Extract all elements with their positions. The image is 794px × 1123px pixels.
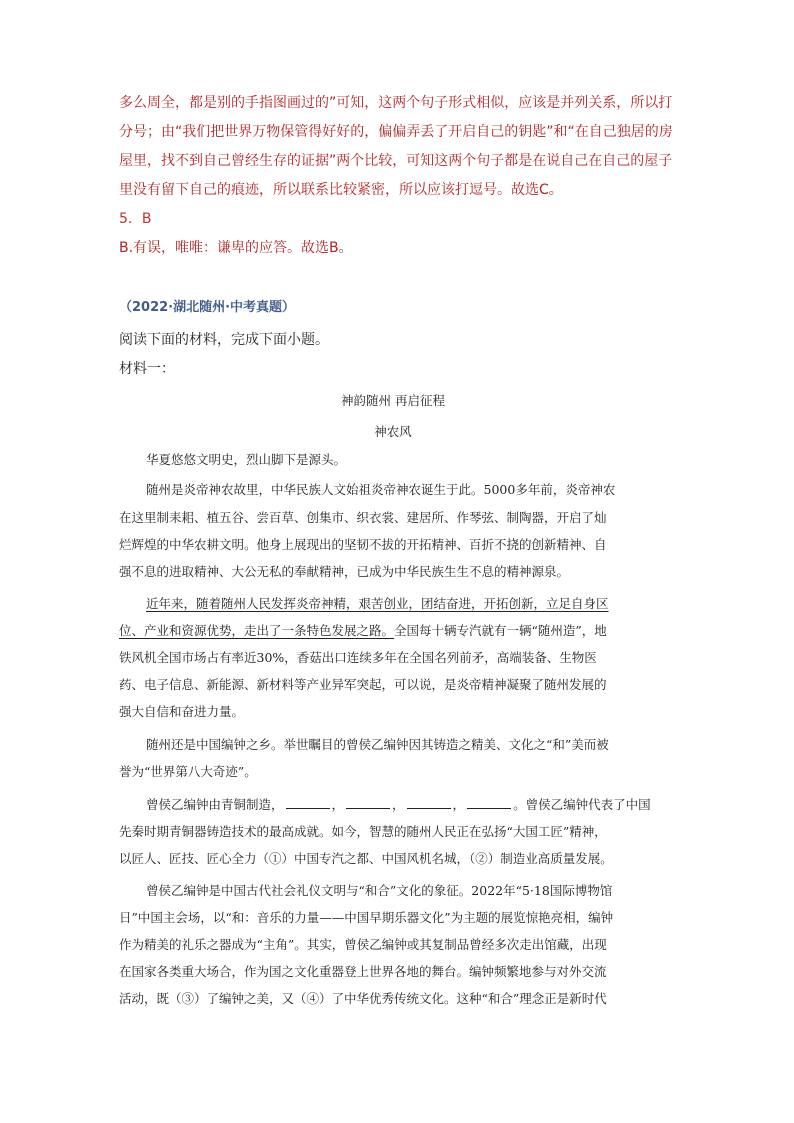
answer-line: 里没有留下自己的痕迹，所以联系比较紧密，所以应该打逗号。故选C。 — [119, 182, 563, 198]
exam-source: （2022·湖北随州·中考真题） — [119, 300, 296, 315]
question-5-explanation: B.有误，唯唯：谦卑的应答。故选B。 — [119, 240, 353, 256]
answer-line: 分号；由“我们把世界万物保管得好好的，偏偏弄丢了开启自己的钥匙”和“在自己独居的房 — [119, 124, 673, 140]
underlined-sentence: 位、产业和资源优势，走出了一条特色发展之路。 — [119, 623, 395, 638]
paragraph-line: 强大自信和奋进力量。 — [119, 704, 245, 719]
paragraph-line: 作为精美的礼乐之器成为“主角”。其实，曾侯乙编钟或其复制品曾经多次走出馆藏，出现 — [119, 937, 607, 952]
fill-blank-line — [119, 795, 694, 815]
answer-line: 屋里，找不到自己曾经生存的证据”两个比较，可知这两个句子都是在说自己在自己的屋子 — [119, 153, 673, 169]
paragraph-line: 烂辉煌的中华农耕文明。他身上展现出的坚韧不拔的开拓精神、百折不挠的创新精神、自 — [119, 537, 607, 552]
paragraph-line: 铁风机全国市场占有率近30%，香菇出口连续多年在全国名列前矛，高端装备、生物医 — [119, 650, 597, 665]
paragraph-line: 日”中国主会场，以“和：音乐的力量——中国早期乐器文化”为主题的展览惊艳亮相，编钟 — [119, 910, 614, 925]
separator: ， — [331, 797, 345, 812]
material-author: 神农风 — [374, 424, 412, 439]
paragraph-line: 誉为“世界第八大奇迹”。 — [119, 764, 257, 779]
answer-line: 多么周全，都是别的手指图画过的”可知，这两个句子形式相似，应该是并列关系，所以打 — [119, 95, 673, 111]
paragraph-line: 先秦时期青铜器铸造技术的最高成就。如今，智慧的随州人民正在弘扬“大国工匠”精神， — [119, 824, 607, 839]
paragraph-line: 在这里制耒耜、植五谷、尝百草、创集市、织衣裳、建居所、作琴弦、制陶器，开启了灿 — [119, 510, 607, 525]
question-5-answer: 5．B — [119, 211, 152, 227]
material-label: 材料一： — [119, 361, 175, 377]
paragraph-line: 以匠人、匠技、匠心全力（①）中国专汽之都、中国风机名城，（②）制造业高质量发展。 — [119, 851, 613, 866]
paragraph-text: 曾侯乙编钟由青铜制造， — [146, 797, 284, 812]
answer-blank[interactable] — [467, 796, 511, 809]
paragraph-line: 曾侯乙编钟是中国古代社会礼仪文明与“和合”文化的象征。2022年“5·18国际博物馆 — [146, 883, 613, 898]
paragraph-line: 华夏悠悠文明史，烈山脚下是源头。 — [146, 452, 347, 467]
paragraph-text: 。曾侯乙编钟代表了中国 — [513, 797, 651, 812]
paragraph-line: 随州是炎帝神农故里，中华民族人文始祖炎帝神农诞生于此。5000多年前，炎帝神农 — [146, 482, 616, 497]
answer-explanation — [119, 89, 679, 263]
instruction-text: 阅读下面的材料，完成下面小题。 — [119, 332, 329, 348]
answer-blank[interactable] — [346, 796, 390, 809]
paragraph-line: 在国家各类重大场合，作为国之文化重器登上世界各地的舞台。编钟频繁地参与对外交流 — [119, 964, 607, 979]
paragraph-line: 活动，既（③）了编钟之美，又（④）了中华优秀传统文化。这种“和合”理念正是新时代 — [119, 991, 607, 1006]
paragraph-line: 强不息的进取精神、大公无私的奉献精神，已成为中华民族生生不息的精神源泉。 — [119, 564, 570, 579]
separator: ， — [452, 797, 466, 812]
paragraph-line: 药、电子信息、新能源、新材料等产业异军突起，可以说，是炎帝精神凝聚了随州发展的 — [119, 677, 607, 692]
paragraph-line: 随州还是中国编钟之乡。举世瞩目的曾侯乙编钟因其铸造之精美、文化之“和”美而被 — [146, 737, 609, 752]
separator: ， — [392, 797, 405, 812]
answer-blank[interactable] — [407, 796, 451, 809]
material-title: 神韵随州 再启征程 — [341, 393, 445, 408]
underlined-sentence: 近年来，随着随州人民发挥炎帝神精，艰苦创业，团结奋进，开拓创新，立足自身区 — [146, 596, 609, 611]
paragraph-line — [119, 621, 667, 641]
answer-blank[interactable] — [286, 796, 330, 809]
paragraph-text: 全国每十辆专汽就有一辆“随州造”，地 — [394, 623, 607, 638]
